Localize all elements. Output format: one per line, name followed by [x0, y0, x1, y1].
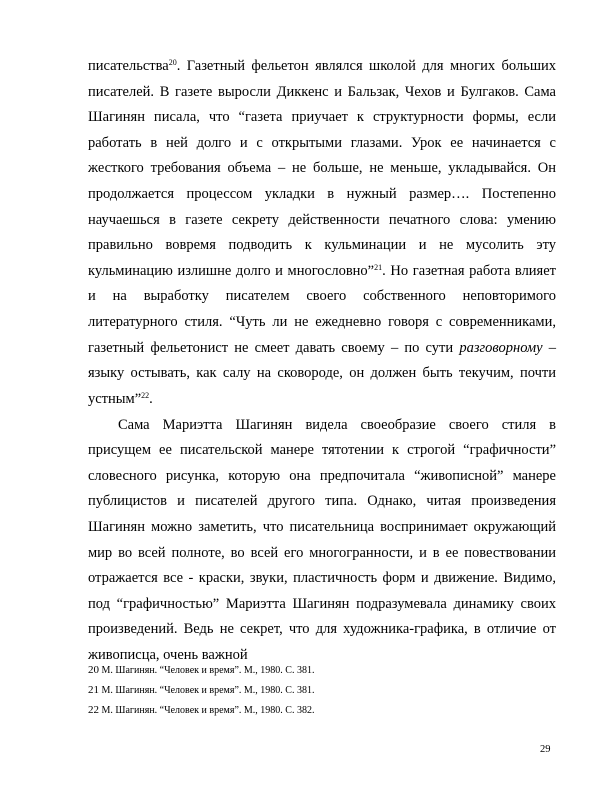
paragraph-1-text: . Газетный фельетон являлся школой для многих больших писателей. В газете выросли Диккенс и Бальзак, Чехов и Булгаков. Сама Шагинян писала, что “газета приучает к структурности формы, если работать в ней долго и с открытыми глазами. Урок ее начинается с жесткого требования объема – не больше, не меньше, укладывайся. Он продолжается процессом укладки в нужный размер…. Постепенно научаешься в газете секрету действенности печатного слова: умению правильно вовремя подводить к кульминации и не мусолить эту кульминацию излишне долго и многословно”	[88, 58, 556, 279]
page-number: 29	[540, 744, 551, 755]
footnote-text: М. Шагинян. “Человек и время”. М., 1980. С. 381.	[101, 665, 315, 676]
footnote-ref-21: 21	[374, 262, 383, 272]
paragraph-1-text: . Но газетная работа влияет и на выработку писателем своего собственного неповторимого литературного стиля. “Чуть ли не ежедневно говоря с современниками, газетный фельетонист не смеет давать своему – по сути	[88, 262, 557, 356]
paragraph-1-text: – языку остывать, как салу на сковороде, он должен быть текучим, почти устным”	[88, 339, 557, 407]
paragraph-2: Сама Мариэтта Шагинян видела своеобразие своего стиля в присущем ее писательской манере тятотении к строгой “графичности” словесного рисунка, которую она предпочитала “живописной” манере публицистов и писателей другого типа. Однако, читая произведения Шагинян можно заметить, что писательница воспринимает окружающий мир во всей полноте, во всей его многогранности, и в ее повествовании отражается все - краски, звуки, пластичность форм и движение. Видимо, под “графичностью” Мариэтта Шагинян подразумевала динамику своих произведений. Ведь не секрет, что для художника-графика, в отличие от живописца, очень важной	[88, 416, 556, 664]
paragraph-1-text: .	[149, 390, 153, 407]
footnote-number: 22	[88, 704, 99, 716]
italic-word: разговорному	[459, 339, 543, 356]
footnote-ref-20: 20	[168, 58, 177, 67]
footnote-ref-22: 22	[141, 390, 150, 400]
footnote-text: М. Шагинян. “Человек и время”. М., 1980. С. 382.	[101, 705, 315, 716]
footnotes	[88, 660, 556, 720]
footnote-number: 21	[88, 684, 99, 696]
footnote-22	[88, 700, 556, 720]
footnote-21	[88, 680, 556, 700]
footnote-number: 20	[88, 664, 99, 676]
paragraph-1-text: писательства	[88, 58, 169, 74]
footnote-20	[88, 660, 556, 680]
body-text	[88, 54, 556, 669]
footnote-text: М. Шагинян. “Человек и время”. М., 1980. С. 381.	[101, 685, 315, 696]
paragraph-1	[88, 54, 556, 412]
